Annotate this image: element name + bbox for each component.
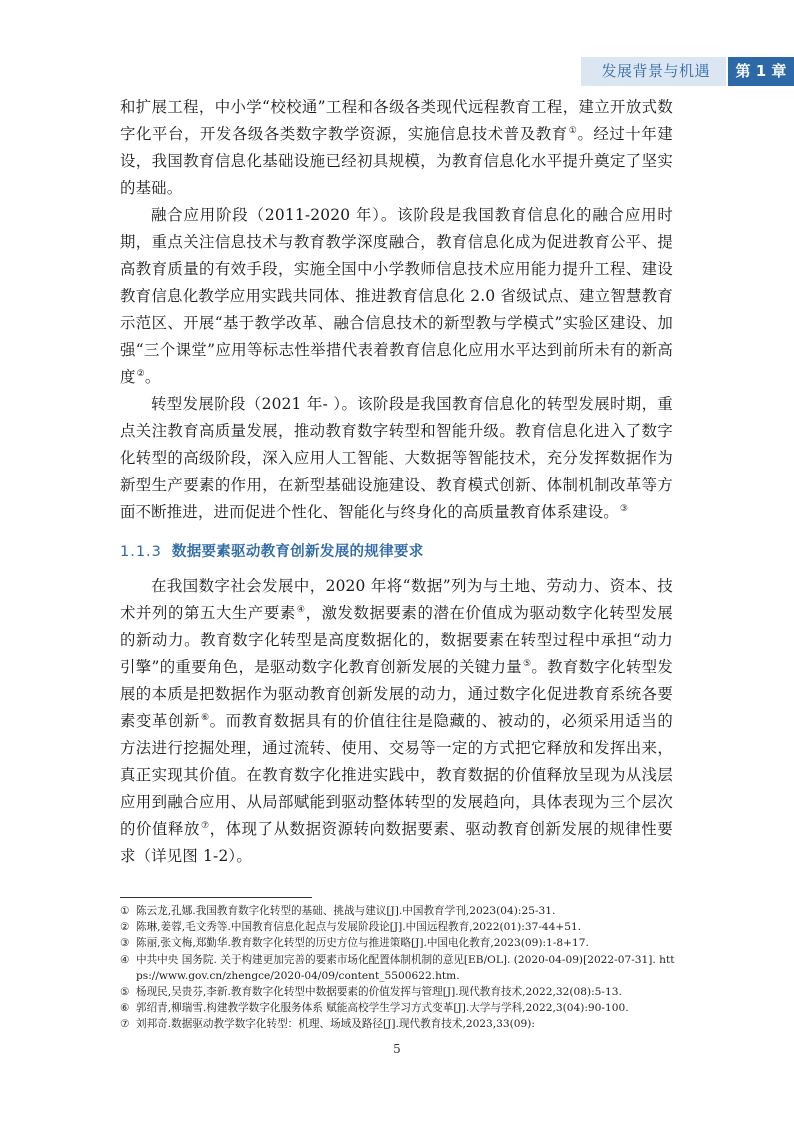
footnote-item xyxy=(120,984,680,1000)
header-chapter-label: 第 1 章 xyxy=(728,57,794,86)
footnote-ref-7: ⑦ xyxy=(200,821,210,831)
paragraph-4-part-3: 。教育数字化转型发展的本质是把数据作为驱动教育创新发展的动力，通过数字化促进教育系统各要素变革创新 xyxy=(120,658,673,730)
footnote-text: 杨现民,吴贵芬,李新.教育数字化转型中数据要素的价值发挥与管理[J].现代教育技术,2022,32(08):5-13. xyxy=(136,986,622,999)
footnote-mark: ③ xyxy=(120,937,130,950)
footnote-item xyxy=(120,935,680,951)
footnote-mark: ② xyxy=(120,921,130,934)
footnote-ref-5: ⑤ xyxy=(522,659,532,669)
paragraph-2 xyxy=(120,202,673,391)
paragraph-4-part-1: 在我国数字社会发展中，2020 年将“数据”列为与土地、劳动力、资本、技术并列的第五大生产要素 xyxy=(120,577,673,622)
footnote-text: 陈丽,张文梅,郑勤华.教育数字化转型的历史方位与推进策略[J].中国电化教育,2023(09):1-8+17. xyxy=(136,937,589,950)
footnote-ref-4: ④ xyxy=(296,605,306,615)
footnote-mark: ① xyxy=(120,905,130,917)
page-number: 5 xyxy=(393,1042,401,1056)
footnote-mark: ④ xyxy=(120,953,130,966)
paragraph-2-text: 融合应用阶段（2011-2020 年）。该阶段是我国教育信息化的融合应用时期，重点关注信息技术与教育教学深度融合，教育信息化成为促进教育公平、提高教育质量的有效手段，实施全国中小学教师信息技术应用能力提升工程、建设教育信息化教学应用实践共同体、推进教育信息化 2.0 省级试点、建立智慧教育示范区、开展“基于教学改革、融合信息技术的新型教与学模式”实验区建设、加强“三个课堂”应用等标志性举措代表着教育信息化应用水平达到前所未有的新高度 xyxy=(120,206,673,386)
footnote-text: 陈云龙,孔娜.我国教育数字化转型的基础、挑战与建议[J].中国教育学刊,2023(04):25-31. xyxy=(136,905,556,917)
footnote-item xyxy=(120,1000,680,1016)
footnote-item xyxy=(120,1016,680,1032)
footnote-mark: ⑥ xyxy=(120,1002,130,1015)
paragraph-2-tail: 。 xyxy=(144,368,161,386)
paragraph-3-text: 转型发展阶段（2021 年- ）。该阶段是我国教育信息化的转型发展时期，重点关注教育高质量发展，推动教育数字转型和智能升级。教育信息化进入了数字化转型的高级阶段，深入应用人工智能、大数据等智能技术，充分发挥数据作为新型生产要素的作用，在新型基础设施建设、教育模式创新、体制机制改革等方面不断推进，进而促进个性化、智能化与终身化的高质量教育体系建设。 xyxy=(120,395,673,521)
footnote-text: 郭绍青,柳瑞雪.构建教学数字化服务体系 赋能高校学生学习方式变革[J].大学与学科,2022,3(04):90-100. xyxy=(136,1002,629,1015)
footnote-item xyxy=(120,952,680,984)
paragraph-4-part-2: ，激发数据要素的潜在价值成为驱动数字化转型发展的新动力。教育数字化转型是高度数据化的，数据要素在转型过程中承担“动力引擎”的重要角色，是驱动数字化教育创新发展的关键力量 xyxy=(120,604,673,676)
footnote-ref-2: ② xyxy=(136,369,145,379)
paragraph-1-tail: 。经过十年建设，我国教育信息化基础设施已经初具规模，为教育信息化水平提升奠定了坚实的基础。 xyxy=(120,125,673,197)
paragraph-4-part-4: 。而教育数据具有的价值往往是隐藏的、被动的，必须采用适当的方法进行挖掘处理，通过流转、使用、交易等一定的方式把它释放和发挥出来，真正实现其价值。在教育数字化推进实践中，教育数据的价值释放呈现为从浅层应用到融合应用、从局部赋能到驱动整体转型的发展趋向，具体表现为三个层次的价值释放 xyxy=(120,712,673,838)
paragraph-1-text: 和扩展工程，中小学“校校通”工程和各级各类现代远程教育工程，建立开放式数字化平台，开发各级各类数字教学资源，实施信息技术普及教育 xyxy=(120,98,673,143)
footnote-item xyxy=(120,919,680,935)
paragraph-4-part-5: ，体现了从数据资源转向数据要素、驱动教育创新发展的规律性要求（详见图 1-2）。 xyxy=(120,820,673,865)
footnote-text: 中共中央 国务院. 关于构建更加完善的要素市场化配置体制机制的意见[EB/OL]. (2020-04-09)[2022-07-31]. https://www.gov.cn/zhengce/2020-04/09/content_5500622.htm. xyxy=(136,953,675,982)
footnotes xyxy=(120,903,680,1033)
footnote-text: 陈琳,姜蓉,毛文秀等.中国教育信息化起点与发展阶段论[J].中国远程教育,2022(01):37-44+51. xyxy=(136,921,582,934)
paragraph-1 xyxy=(120,94,673,202)
section-title: 数据要素驱动教育创新发展的规律要求 xyxy=(171,544,424,560)
footnote-ref-6: ⑥ xyxy=(200,713,210,723)
footnote-ref-1: ① xyxy=(568,126,578,136)
footnote-item xyxy=(120,903,680,919)
body-text xyxy=(120,94,673,870)
section-number: 1.1.3 xyxy=(120,544,162,560)
running-header xyxy=(581,57,794,86)
paragraph-3 xyxy=(120,391,673,526)
footnote-text: 刘邦奇.数据驱动教学数字化转型：机理、场域及路径[J].现代教育技术,2023,33(09): xyxy=(136,1018,535,1031)
footnote-mark: ⑤ xyxy=(120,986,130,999)
paragraph-4 xyxy=(120,573,673,870)
footnote-divider xyxy=(120,897,312,898)
footnote-mark: ⑦ xyxy=(120,1018,130,1031)
header-section-title: 发展背景与机遇 xyxy=(581,57,726,86)
footnote-ref-3: ③ xyxy=(619,504,629,514)
section-heading xyxy=(120,540,673,561)
